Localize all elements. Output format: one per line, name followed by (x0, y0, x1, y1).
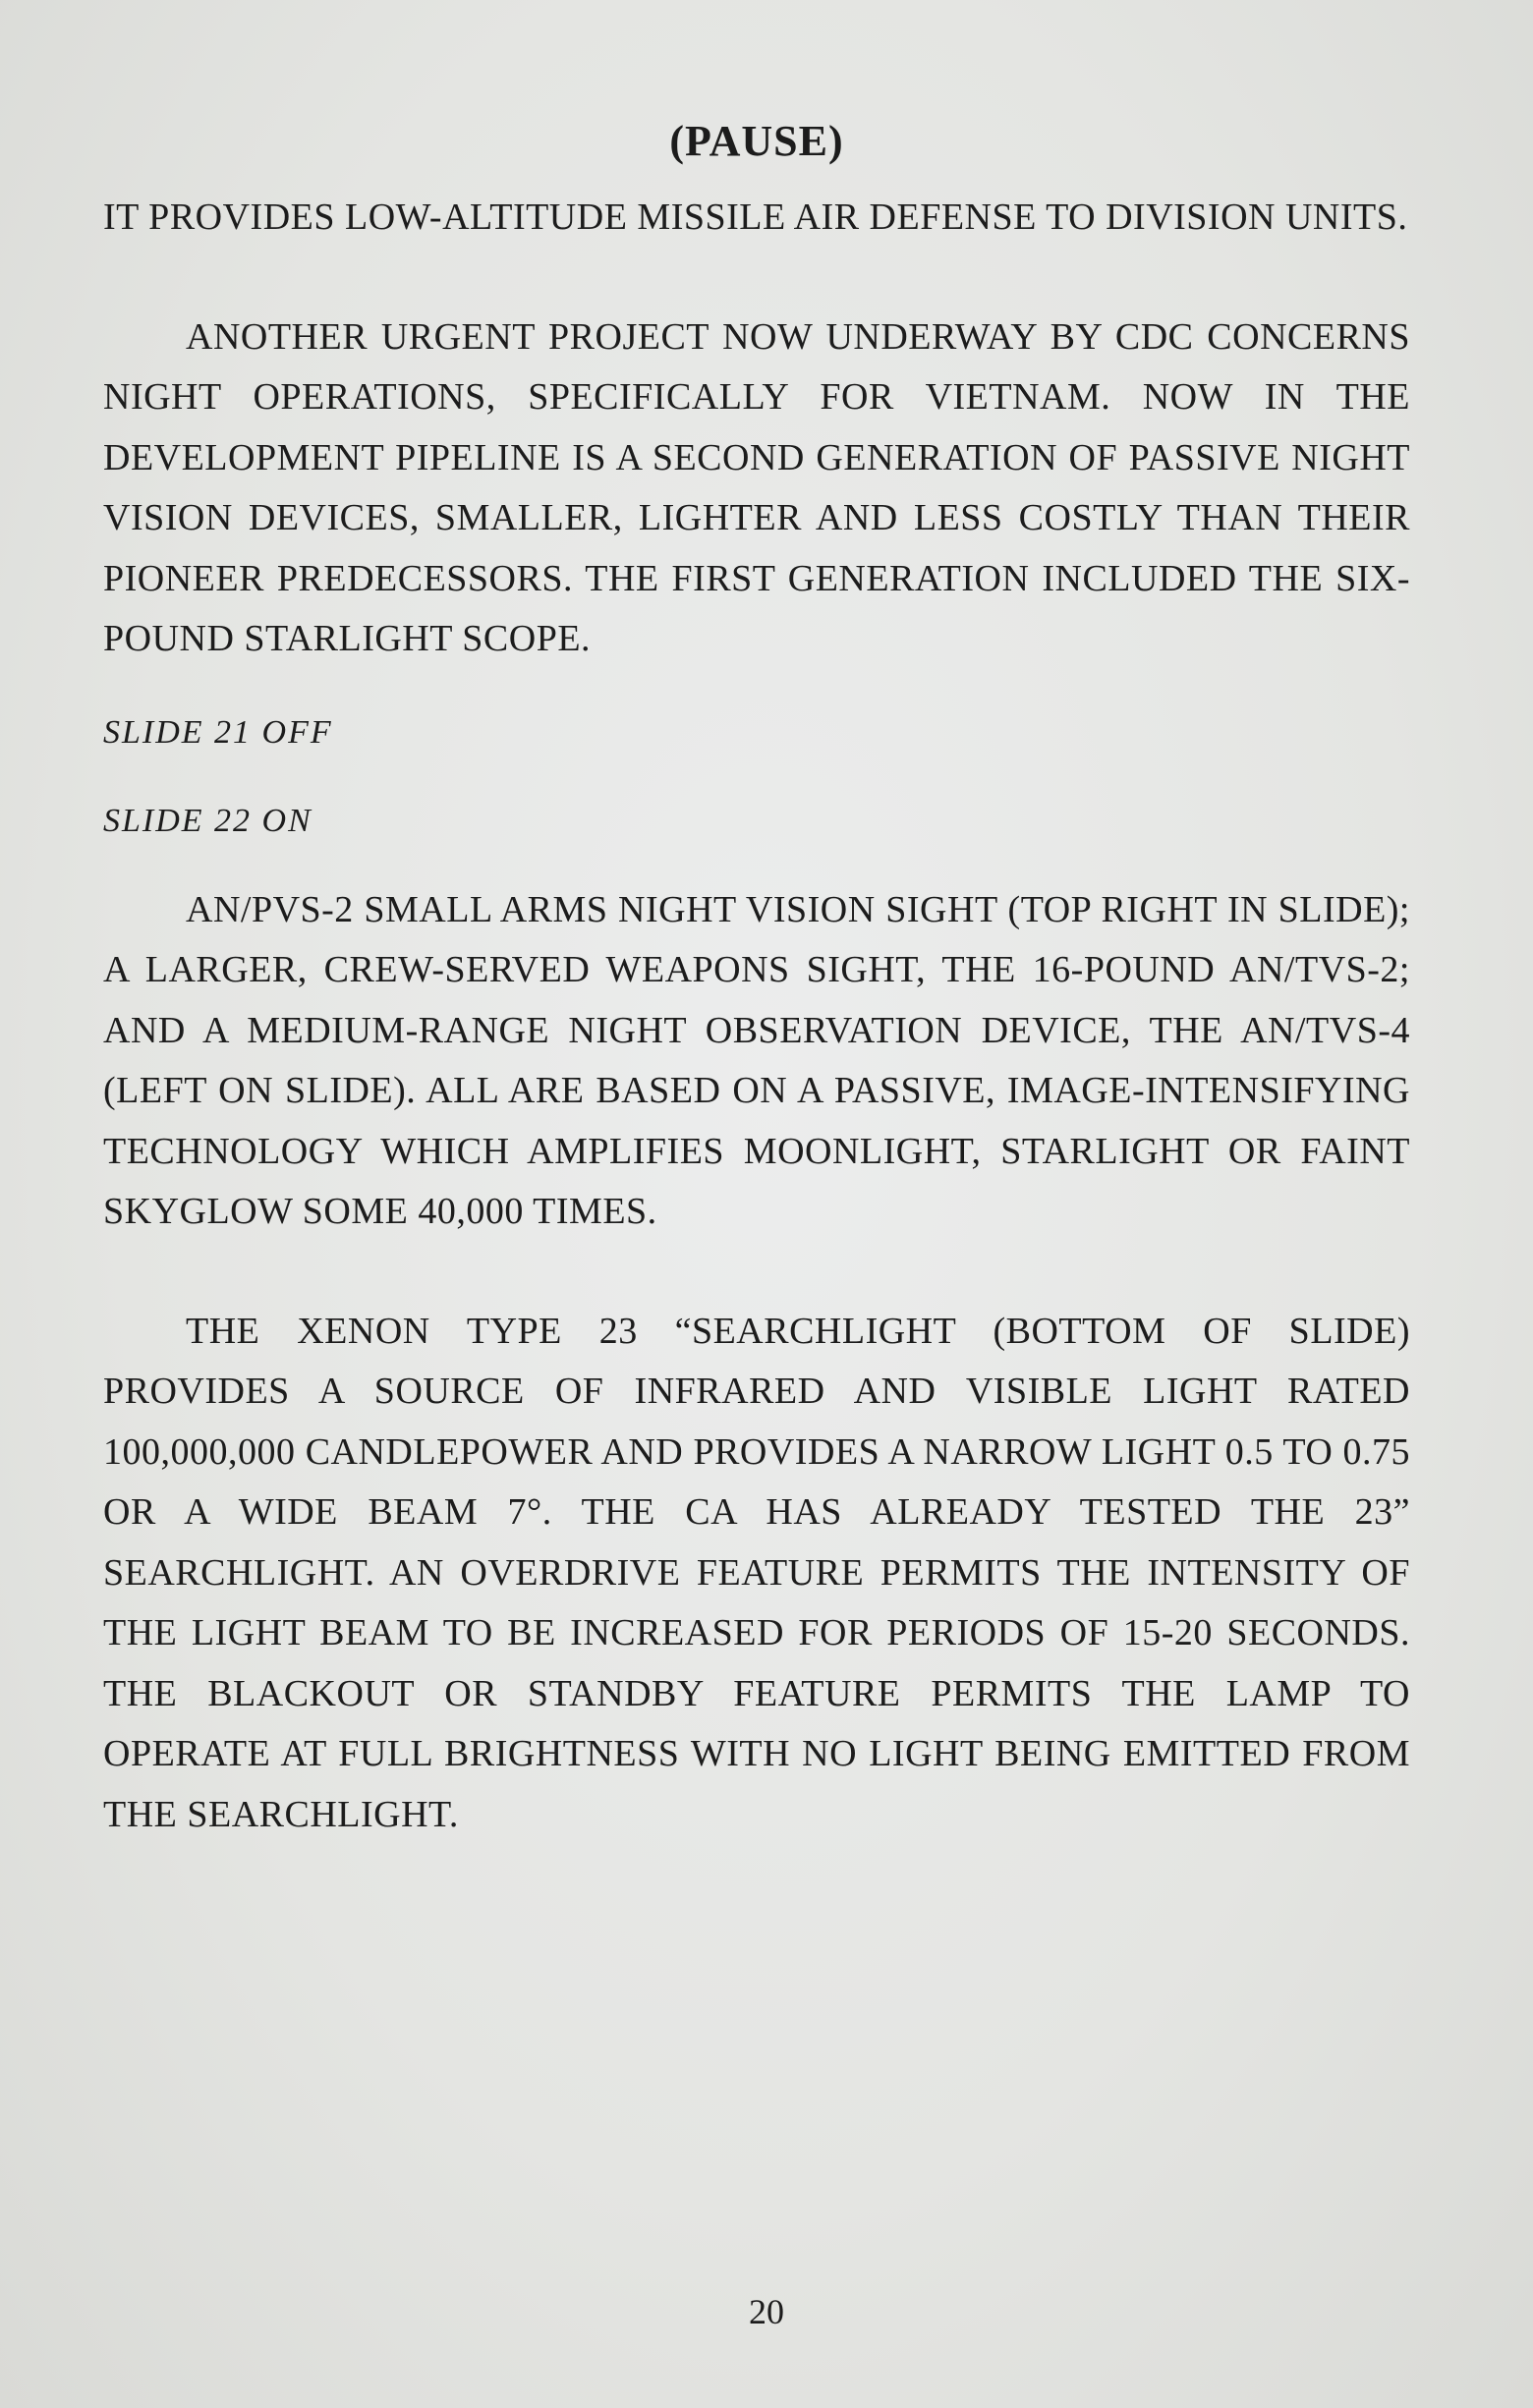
slide-21-off-cue: SLIDE 21 OFF (103, 713, 333, 751)
slide-cue-gap (103, 762, 1410, 792)
paragraph-night-vision-sights: AN/PVS-2 SMALL ARMS NIGHT VISION SIGHT (TOP RIGHT IN SLIDE); A LARGER, CREW-SERVED WEAPONS SIGHT, THE 16-POUND AN/TVS-2; AND A MEDIUM-RANGE NIGHT OBSERVATION DEVICE, THE AN/TVS-4 (LEFT ON SLIDE). ALL ARE BASED ON A PASSIVE, IMAGE-INTENSIFYING TECHNOLOGY WHICH AMPLIFIES MOONLIGHT, STARLIGHT OR FAINT SKYGLOW SOME 40,000 TIMES. (103, 888, 1410, 1232)
paragraph-gap (103, 1243, 1410, 1302)
slide-gap (103, 670, 1410, 703)
page-number: 20 (749, 2292, 784, 2331)
page-content (103, 116, 1410, 1845)
paragraph-gap (103, 249, 1410, 308)
paragraph-air-defense: IT PROVIDES LOW-ALTITUDE MISSILE AIR DEFENSE TO DIVISION UNITS. (103, 196, 1408, 238)
paragraph-night-operations: ANOTHER URGENT PROJECT NOW UNDERWAY BY CDC CONCERNS NIGHT OPERATIONS, SPECIFICALLY FOR VIETNAM. NOW IN THE DEVELOPMENT PIPELINE IS A SECOND GENERATION OF PASSIVE NIGHT VISION DEVICES, SMALLER, LIGHTER AND LESS COSTLY THAN THEIR PIONEER PREDECESSORS. THE FIRST GENERATION INCLUDED THE SIX-POUND STARLIGHT SCOPE. (103, 315, 1410, 659)
pause-heading: (PAUSE) (669, 117, 844, 165)
slide-22-on-cue: SLIDE 22 ON (103, 802, 312, 839)
paragraph-xenon-searchlight: THE XENON TYPE 23 “SEARCHLIGHT (BOTTOM OF SLIDE) PROVIDES A SOURCE OF INFRARED AND VISIBLE LIGHT RATED 100,000,000 CANDLEPOWER AND PROVIDES A NARROW LIGHT 0.5 TO 0.75 OR A WIDE BEAM 7°. THE CA HAS ALREADY TESTED THE 23” SEARCHLIGHT. AN OVERDRIVE FEATURE PERMITS THE INTENSITY OF THE LIGHT BEAM TO BE INCREASED FOR PERIODS OF 15-20 SECONDS. THE BLACKOUT OR STANDBY FEATURE PERMITS THE LAMP TO OPERATE AT FULL BRIGHTNESS WITH NO LIGHT BEING EMITTED FROM THE SEARCHLIGHT. (103, 1310, 1410, 1835)
slide-gap-after (103, 851, 1410, 880)
